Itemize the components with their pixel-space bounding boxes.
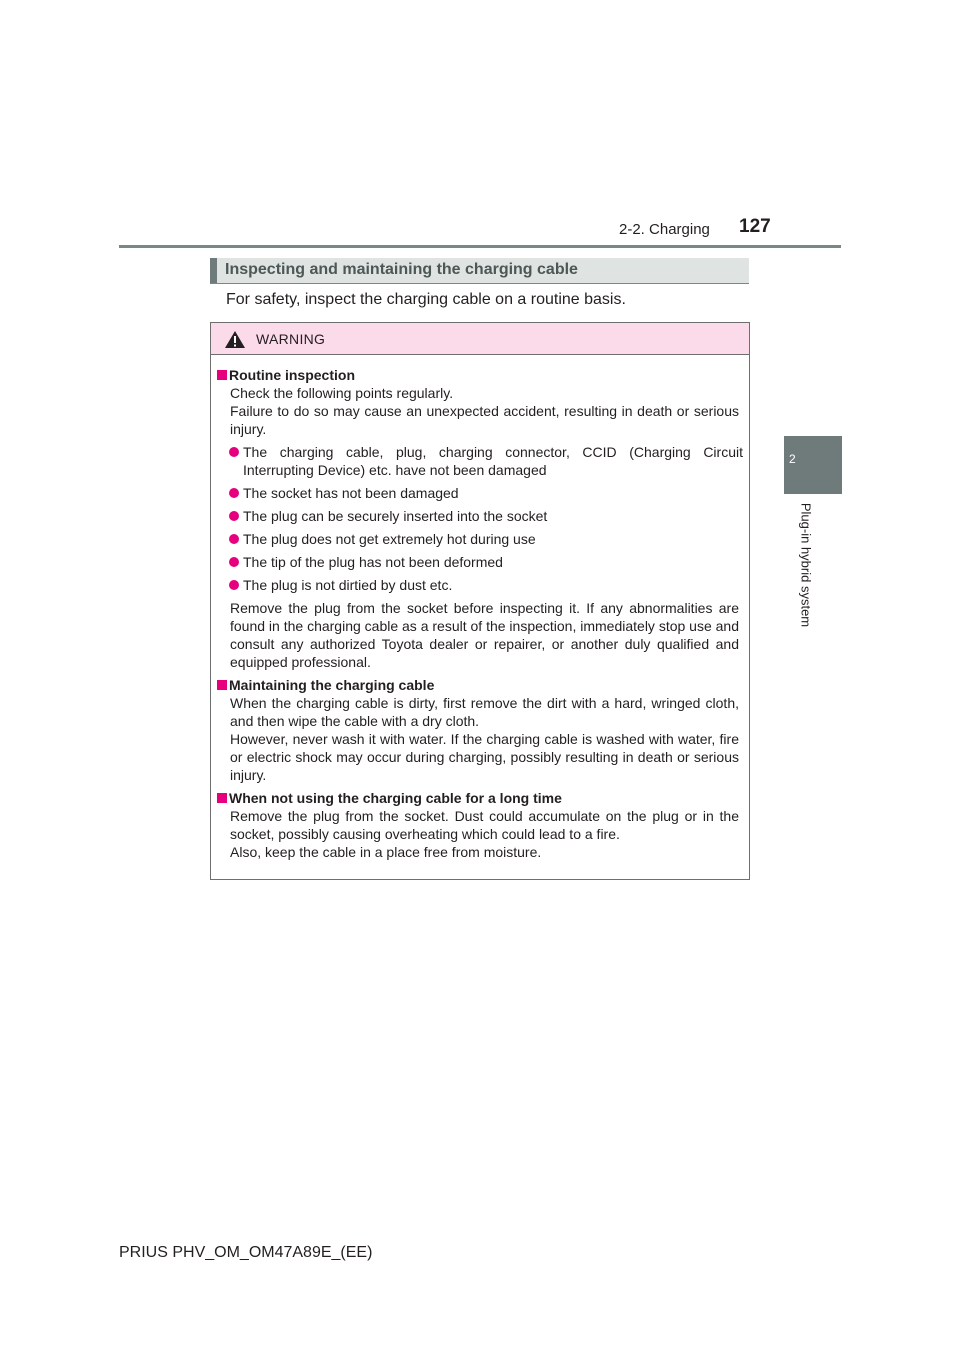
header-section-title: 2-2. Charging (619, 221, 710, 238)
warning-paragraph: Remove the plug from the socket. Dust could accumulate on the plug or in the socket, possibly causing overheating which could lead to a fire. Also, keep the cable in a place free from moisture. (230, 808, 739, 860)
round-bullet-icon (229, 580, 239, 590)
bullet-item (211, 553, 749, 571)
chapter-tab-label: Plug-in hybrid system (798, 502, 814, 628)
section-heading (210, 258, 749, 284)
bullet-text: The tip of the plug has not been deformed (243, 554, 503, 570)
subsection-title-text: Maintaining the charging cable (229, 677, 435, 693)
square-bullet-icon (217, 680, 227, 690)
bullet-item (211, 484, 749, 502)
header-rule (119, 245, 841, 248)
warning-subsection-title (211, 789, 749, 807)
bullet-item (211, 443, 749, 479)
bullet-item (211, 576, 749, 594)
warning-header (211, 323, 749, 355)
warning-title: WARNING (256, 331, 326, 347)
square-bullet-icon (217, 370, 227, 380)
intro-text: For safety, inspect the charging cable on a routine basis. (226, 291, 626, 308)
warning-subsection-title (211, 366, 749, 384)
chapter-tab-number: 2 (789, 452, 796, 466)
warning-box (210, 322, 750, 880)
bullet-item (211, 507, 749, 525)
subsection-title-text: Routine inspection (229, 367, 355, 383)
round-bullet-icon (229, 534, 239, 544)
square-bullet-icon (217, 793, 227, 803)
footer-document-code: PRIUS PHV_OM_OM47A89E_(EE) (119, 1244, 373, 1261)
warning-paragraph: Check the following points regularly. Failure to do so may cause an unexpected accident, resulting in death or serious injury. (230, 385, 739, 437)
round-bullet-icon (229, 447, 239, 457)
section-heading-text: Inspecting and maintaining the charging cable (225, 261, 578, 278)
page-number: 127 (739, 216, 771, 237)
subsection-title-text: When not using the charging cable for a long time (229, 790, 562, 806)
bullet-item (211, 530, 749, 548)
warning-body (211, 366, 749, 861)
bullet-text: The plug can be securely inserted into the socket (243, 508, 548, 524)
bullet-text: The plug is not dirtied by dust etc. (243, 577, 453, 593)
bullet-text: The plug does not get extremely hot during use (243, 531, 536, 547)
warning-triangle-icon (224, 330, 246, 354)
round-bullet-icon (229, 557, 239, 567)
bullet-text: The charging cable, plug, charging connector, CCID (Charging Circuit Interrupting Device) etc. have not been damaged (243, 444, 743, 478)
warning-paragraph: Remove the plug from the socket before inspecting it. If any abnormalities are found in the charging cable as a result of the inspection, immediately stop use and consult any authorized Toyota dealer or repairer, or another duly qualified and equipped professional. (230, 600, 739, 670)
warning-subsection-title (211, 676, 749, 694)
warning-paragraph: When the charging cable is dirty, first remove the dirt with a hard, wringed cloth, and then wipe the cable with a dry cloth. However, never wash it with water. If the charging cable is washed with water, fire or electric shock may occur during charging, possibly resulting in death or serious injury. (230, 695, 739, 783)
round-bullet-icon (229, 511, 239, 521)
section-heading-accent (210, 258, 217, 283)
bullet-text: The socket has not been damaged (243, 485, 459, 501)
round-bullet-icon (229, 488, 239, 498)
